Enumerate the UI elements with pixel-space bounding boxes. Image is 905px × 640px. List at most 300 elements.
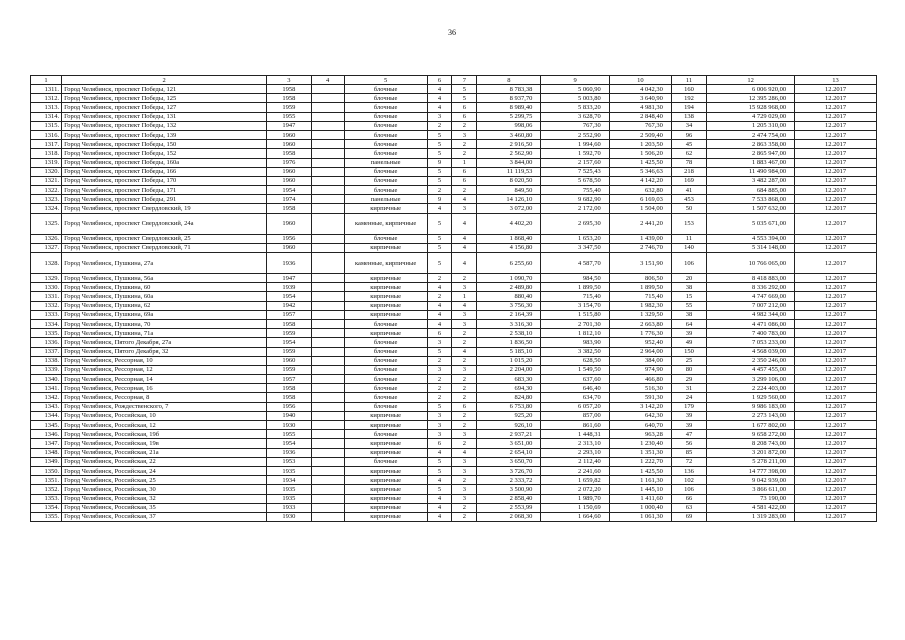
privatized-area-cell: 2 746,70	[609, 243, 671, 252]
table-row	[31, 204, 877, 213]
repair-date-cell: 12.2017	[795, 112, 877, 121]
residential-area-cell: 3 154,70	[541, 301, 609, 310]
wall-material-cell: панельные	[344, 158, 427, 167]
repair-cost-cell: 3 866 611,00	[707, 485, 795, 494]
privatized-area-cell: 974,90	[609, 365, 671, 374]
wall-material-cell: блочные	[344, 347, 427, 356]
privatized-area-cell: 5 346,63	[609, 167, 671, 176]
column-number-cell: 9	[541, 76, 609, 85]
entrances-cell: 2	[452, 375, 477, 384]
row-number-cell: 1331.	[31, 292, 62, 301]
year-built-cell: 1960	[267, 130, 312, 139]
wall-material-cell: блочные	[344, 167, 427, 176]
repair-cost-cell: 7 533 868,00	[707, 195, 795, 204]
table-row	[31, 319, 877, 328]
entrances-cell: 3	[452, 130, 477, 139]
wall-material-cell: блочные	[344, 234, 427, 243]
year-built-cell: 1947	[267, 121, 312, 130]
privatized-area-cell: 2 663,80	[609, 319, 671, 328]
year-built-cell: 1958	[267, 319, 312, 328]
col-4-cell	[311, 130, 344, 139]
row-number-cell: 1323.	[31, 195, 62, 204]
residents-cell: 55	[671, 301, 706, 310]
col-4-cell	[311, 365, 344, 374]
table-row	[31, 301, 877, 310]
table-row	[31, 430, 877, 439]
privatized-area-cell: 1 230,40	[609, 439, 671, 448]
year-built-cell: 1933	[267, 503, 312, 512]
row-number-cell: 1328.	[31, 253, 62, 274]
table-row	[31, 292, 877, 301]
residents-cell: 218	[671, 167, 706, 176]
year-built-cell: 1960	[267, 356, 312, 365]
address-cell: Город Челябинск, Российская, 21а	[62, 448, 267, 457]
address-cell: Город Челябинск, проспект Победы, 160а	[62, 158, 267, 167]
repair-cost-cell: 4 457 455,00	[707, 365, 795, 374]
entrances-cell: 3	[452, 365, 477, 374]
residential-area-cell: 5 003,80	[541, 94, 609, 103]
residential-area-cell: 1 653,20	[541, 234, 609, 243]
residents-cell: 45	[671, 140, 706, 149]
col-4-cell	[311, 213, 344, 234]
total-area-cell: 2 164,39	[477, 310, 541, 319]
repair-date-cell: 12.2017	[795, 292, 877, 301]
row-number-cell: 1345.	[31, 421, 62, 430]
residential-area-cell: 1 448,31	[541, 430, 609, 439]
table-row	[31, 393, 877, 402]
wall-material-cell: кирпичные	[344, 448, 427, 457]
floors-cell: 5	[427, 466, 452, 475]
row-number-cell: 1349.	[31, 457, 62, 466]
repair-date-cell: 12.2017	[795, 365, 877, 374]
total-area-cell: 683,30	[477, 375, 541, 384]
repair-date-cell: 12.2017	[795, 439, 877, 448]
repair-date-cell: 12.2017	[795, 195, 877, 204]
residential-area-cell: 861,60	[541, 421, 609, 430]
residential-area-cell: 857,00	[541, 411, 609, 420]
floors-cell: 6	[427, 439, 452, 448]
residential-area-cell: 2 172,00	[541, 204, 609, 213]
floors-cell: 3	[427, 365, 452, 374]
year-built-cell: 1960	[267, 243, 312, 252]
row-number-cell: 1320.	[31, 167, 62, 176]
address-cell: Город Челябинск, Пушкина, 27а	[62, 253, 267, 274]
privatized-area-cell: 2 509,40	[609, 130, 671, 139]
repair-cost-cell: 1 929 560,00	[707, 393, 795, 402]
floors-cell: 6	[427, 329, 452, 338]
residential-area-cell: 2 157,60	[541, 158, 609, 167]
column-number-cell: 12	[707, 76, 795, 85]
total-area-cell: 3 316,30	[477, 319, 541, 328]
address-cell: Город Челябинск, Пушкина, 69а	[62, 310, 267, 319]
year-built-cell: 1935	[267, 466, 312, 475]
residents-cell: 192	[671, 94, 706, 103]
wall-material-cell: блочные	[344, 85, 427, 94]
residential-area-cell: 1 664,60	[541, 512, 609, 521]
repair-cost-cell: 4 471 086,00	[707, 319, 795, 328]
entrances-cell: 6	[452, 167, 477, 176]
entrances-cell: 6	[452, 176, 477, 185]
privatized-area-cell: 1 351,30	[609, 448, 671, 457]
wall-material-cell: кирпичные	[344, 243, 427, 252]
row-number-cell: 1337.	[31, 347, 62, 356]
privatized-area-cell: 963,28	[609, 430, 671, 439]
repair-cost-cell: 3 482 287,00	[707, 176, 795, 185]
address-cell: Город Челябинск, Российская, 22	[62, 457, 267, 466]
total-area-cell: 2 489,80	[477, 283, 541, 292]
wall-material-cell: каменные, кирпичные	[344, 213, 427, 234]
residents-cell: 194	[671, 103, 706, 112]
column-number-cell: 2	[62, 76, 267, 85]
entrances-cell: 1	[452, 158, 477, 167]
repair-date-cell: 12.2017	[795, 149, 877, 158]
entrances-cell: 2	[452, 512, 477, 521]
residents-cell: 38	[671, 283, 706, 292]
residents-cell: 39	[671, 411, 706, 420]
repair-date-cell: 12.2017	[795, 384, 877, 393]
residential-area-cell: 1 549,50	[541, 365, 609, 374]
col-4-cell	[311, 402, 344, 411]
col-4-cell	[311, 476, 344, 485]
residents-cell: 102	[671, 476, 706, 485]
total-area-cell: 8 783,38	[477, 85, 541, 94]
year-built-cell: 1960	[267, 140, 312, 149]
repair-date-cell: 12.2017	[795, 103, 877, 112]
column-number-cell: 5	[344, 76, 427, 85]
repair-cost-cell: 5 314 148,00	[707, 243, 795, 252]
total-area-cell: 3 650,70	[477, 457, 541, 466]
floors-cell: 4	[427, 103, 452, 112]
col-4-cell	[311, 347, 344, 356]
floors-cell: 4	[427, 494, 452, 503]
residents-cell: 50	[671, 204, 706, 213]
year-built-cell: 1954	[267, 292, 312, 301]
repair-date-cell: 12.2017	[795, 503, 877, 512]
residential-area-cell: 6 057,20	[541, 402, 609, 411]
col-4-cell	[311, 512, 344, 521]
repair-cost-cell: 8 336 292,00	[707, 283, 795, 292]
privatized-area-cell: 1 203,50	[609, 140, 671, 149]
table-row	[31, 167, 877, 176]
residents-cell: 62	[671, 149, 706, 158]
privatized-area-cell: 384,00	[609, 356, 671, 365]
row-number-cell: 1341.	[31, 384, 62, 393]
residential-area-cell: 5 060,90	[541, 85, 609, 94]
col-4-cell	[311, 140, 344, 149]
residential-area-cell: 983,90	[541, 338, 609, 347]
repair-date-cell: 12.2017	[795, 466, 877, 475]
year-built-cell: 1954	[267, 186, 312, 195]
privatized-area-cell: 642,30	[609, 411, 671, 420]
residents-cell: 106	[671, 253, 706, 274]
wall-material-cell: кирпичные	[344, 421, 427, 430]
residential-area-cell: 637,60	[541, 375, 609, 384]
col-4-cell	[311, 274, 344, 283]
entrances-cell: 3	[452, 457, 477, 466]
residents-cell: 80	[671, 365, 706, 374]
residential-area-cell: 3 628,70	[541, 112, 609, 121]
table-row	[31, 112, 877, 121]
address-cell: Город Челябинск, Российская, 19б	[62, 430, 267, 439]
year-built-cell: 1960	[267, 167, 312, 176]
floors-cell: 5	[427, 457, 452, 466]
table-row	[31, 476, 877, 485]
entrances-cell: 1	[452, 292, 477, 301]
residential-area-cell: 1 994,60	[541, 140, 609, 149]
total-area-cell: 1 868,40	[477, 234, 541, 243]
address-cell: Город Челябинск, Российская, 10	[62, 411, 267, 420]
residential-area-cell: 1 899,50	[541, 283, 609, 292]
privatized-area-cell: 767,30	[609, 121, 671, 130]
table-row	[31, 485, 877, 494]
entrances-cell: 5	[452, 94, 477, 103]
repair-date-cell: 12.2017	[795, 393, 877, 402]
privatized-area-cell: 4 142,20	[609, 176, 671, 185]
privatized-area-cell: 1 506,20	[609, 149, 671, 158]
year-built-cell: 1939	[267, 283, 312, 292]
wall-material-cell: блочные	[344, 393, 427, 402]
repair-date-cell: 12.2017	[795, 448, 877, 457]
address-cell: Город Челябинск, проспект Победы, 291	[62, 195, 267, 204]
floors-cell: 5	[427, 485, 452, 494]
entrances-cell: 2	[452, 384, 477, 393]
residents-cell: 39	[671, 329, 706, 338]
floors-cell: 2	[427, 274, 452, 283]
residents-cell: 153	[671, 213, 706, 234]
wall-material-cell: блочные	[344, 365, 427, 374]
repair-date-cell: 12.2017	[795, 283, 877, 292]
privatized-area-cell: 591,30	[609, 393, 671, 402]
col-4-cell	[311, 356, 344, 365]
row-number-cell: 1313.	[31, 103, 62, 112]
address-cell: Город Челябинск, Российская, 12	[62, 421, 267, 430]
floors-cell: 4	[427, 283, 452, 292]
row-number-cell: 1344.	[31, 411, 62, 420]
repair-date-cell: 12.2017	[795, 301, 877, 310]
entrances-cell: 4	[452, 195, 477, 204]
floors-cell: 2	[427, 186, 452, 195]
total-area-cell: 4 402,20	[477, 213, 541, 234]
floors-cell: 5	[427, 213, 452, 234]
address-cell: Город Челябинск, Пятого Декабря, 32	[62, 347, 267, 356]
col-4-cell	[311, 94, 344, 103]
entrances-cell: 2	[452, 393, 477, 402]
repair-cost-cell: 8 208 743,00	[707, 439, 795, 448]
year-built-cell: 1958	[267, 85, 312, 94]
address-cell: Город Челябинск, Российская, 30	[62, 485, 267, 494]
row-number-cell: 1312.	[31, 94, 62, 103]
total-area-cell: 2 916,50	[477, 140, 541, 149]
residents-cell: 41	[671, 186, 706, 195]
col-4-cell	[311, 384, 344, 393]
entrances-cell: 2	[452, 140, 477, 149]
row-number-cell: 1336.	[31, 338, 62, 347]
residential-area-cell: 2 072,20	[541, 485, 609, 494]
repair-cost-cell: 1 677 802,00	[707, 421, 795, 430]
entrances-cell: 2	[452, 421, 477, 430]
residential-area-cell: 2 552,90	[541, 130, 609, 139]
privatized-area-cell: 4 981,30	[609, 103, 671, 112]
repair-cost-cell: 8 418 883,00	[707, 274, 795, 283]
total-area-cell: 2 858,40	[477, 494, 541, 503]
wall-material-cell: блочные	[344, 402, 427, 411]
residents-cell: 140	[671, 243, 706, 252]
repair-date-cell: 12.2017	[795, 356, 877, 365]
entrances-cell: 5	[452, 85, 477, 94]
table-row	[31, 356, 877, 365]
total-area-cell: 4 156,80	[477, 243, 541, 252]
address-cell: Город Челябинск, Пушкина, 60а	[62, 292, 267, 301]
privatized-area-cell: 1 161,30	[609, 476, 671, 485]
year-built-cell: 1936	[267, 253, 312, 274]
repair-cost-cell: 1 205 310,00	[707, 121, 795, 130]
row-number-cell: 1332.	[31, 301, 62, 310]
row-number-cell: 1319.	[31, 158, 62, 167]
total-area-cell: 3 460,80	[477, 130, 541, 139]
residents-cell: 11	[671, 234, 706, 243]
address-cell: Город Челябинск, Российская, 19в	[62, 439, 267, 448]
col-4-cell	[311, 176, 344, 185]
repair-date-cell: 12.2017	[795, 512, 877, 521]
privatized-area-cell: 1 000,40	[609, 503, 671, 512]
year-built-cell: 1954	[267, 439, 312, 448]
address-cell: Город Челябинск, Пушкина, 70	[62, 319, 267, 328]
privatized-area-cell: 3 142,20	[609, 402, 671, 411]
privatized-area-cell: 466,80	[609, 375, 671, 384]
floors-cell: 4	[427, 85, 452, 94]
floors-cell: 5	[427, 234, 452, 243]
year-built-cell: 1960	[267, 176, 312, 185]
residents-cell: 15	[671, 292, 706, 301]
residents-cell: 63	[671, 503, 706, 512]
row-number-cell: 1346.	[31, 430, 62, 439]
col-4-cell	[311, 158, 344, 167]
repair-date-cell: 12.2017	[795, 234, 877, 243]
year-built-cell: 1935	[267, 485, 312, 494]
wall-material-cell: кирпичные	[344, 485, 427, 494]
table-row	[31, 457, 877, 466]
year-built-cell: 1930	[267, 512, 312, 521]
address-cell: Город Челябинск, Рождественского, 7	[62, 402, 267, 411]
total-area-cell: 694,30	[477, 384, 541, 393]
table-row	[31, 503, 877, 512]
row-number-cell: 1324.	[31, 204, 62, 213]
total-area-cell: 3 072,00	[477, 204, 541, 213]
residents-cell: 85	[671, 448, 706, 457]
table-row	[31, 121, 877, 130]
floors-cell: 5	[427, 167, 452, 176]
privatized-area-cell: 1 425,50	[609, 158, 671, 167]
wall-material-cell: кирпичные	[344, 503, 427, 512]
col-4-cell	[311, 411, 344, 420]
column-number-cell: 8	[477, 76, 541, 85]
repair-date-cell: 12.2017	[795, 421, 877, 430]
floors-cell: 2	[427, 375, 452, 384]
residential-area-cell: 984,50	[541, 274, 609, 283]
col-4-cell	[311, 103, 344, 112]
address-cell: Город Челябинск, Российская, 24	[62, 466, 267, 475]
wall-material-cell: кирпичные	[344, 274, 427, 283]
table-row	[31, 176, 877, 185]
col-4-cell	[311, 466, 344, 475]
year-built-cell: 1955	[267, 112, 312, 121]
row-number-cell: 1326.	[31, 234, 62, 243]
table-row	[31, 85, 877, 94]
residents-cell: 66	[671, 494, 706, 503]
row-number-cell: 1353.	[31, 494, 62, 503]
total-area-cell: 6 753,80	[477, 402, 541, 411]
privatized-area-cell: 640,70	[609, 421, 671, 430]
year-built-cell: 1960	[267, 213, 312, 234]
year-built-cell: 1958	[267, 204, 312, 213]
residents-cell: 25	[671, 356, 706, 365]
table-row	[31, 494, 877, 503]
floors-cell: 4	[427, 301, 452, 310]
total-area-cell: 3 756,30	[477, 301, 541, 310]
privatized-area-cell: 1 445,10	[609, 485, 671, 494]
floors-cell: 5	[427, 149, 452, 158]
col-4-cell	[311, 393, 344, 402]
entrances-cell: 2	[452, 274, 477, 283]
privatized-area-cell: 1 982,30	[609, 301, 671, 310]
repair-date-cell: 12.2017	[795, 310, 877, 319]
residential-area-cell: 2 112,40	[541, 457, 609, 466]
repair-date-cell: 12.2017	[795, 130, 877, 139]
total-area-cell: 926,10	[477, 421, 541, 430]
floors-cell: 4	[427, 204, 452, 213]
year-built-cell: 1942	[267, 301, 312, 310]
repair-cost-cell: 73 190,00	[707, 494, 795, 503]
floors-cell: 4	[427, 310, 452, 319]
floors-cell: 5	[427, 176, 452, 185]
repair-cost-cell: 4 568 039,00	[707, 347, 795, 356]
entrances-cell: 2	[452, 476, 477, 485]
year-built-cell: 1936	[267, 448, 312, 457]
year-built-cell: 1958	[267, 149, 312, 158]
wall-material-cell: блочные	[344, 103, 427, 112]
entrances-cell: 4	[452, 301, 477, 310]
address-cell: Город Челябинск, проспект Победы, 131	[62, 112, 267, 121]
year-built-cell: 1930	[267, 421, 312, 430]
wall-material-cell: кирпичные	[344, 292, 427, 301]
repair-date-cell: 12.2017	[795, 243, 877, 252]
year-built-cell: 1958	[267, 384, 312, 393]
floors-cell: 4	[427, 503, 452, 512]
residential-area-cell: 2 293,10	[541, 448, 609, 457]
column-number-row	[31, 76, 877, 85]
col-4-cell	[311, 329, 344, 338]
residents-cell: 453	[671, 195, 706, 204]
entrances-cell: 2	[452, 411, 477, 420]
repair-cost-cell: 4 747 669,00	[707, 292, 795, 301]
table-row	[31, 283, 877, 292]
row-number-cell: 1327.	[31, 243, 62, 252]
year-built-cell: 1958	[267, 393, 312, 402]
col-4-cell	[311, 243, 344, 252]
address-cell: Город Челябинск, Российская, 37	[62, 512, 267, 521]
repair-date-cell: 12.2017	[795, 485, 877, 494]
wall-material-cell: блочные	[344, 94, 427, 103]
wall-material-cell: кирпичные	[344, 439, 427, 448]
table-row	[31, 411, 877, 420]
wall-material-cell: блочные	[344, 338, 427, 347]
table-row	[31, 310, 877, 319]
residents-cell: 29	[671, 375, 706, 384]
privatized-area-cell: 2 441,20	[609, 213, 671, 234]
repair-cost-cell: 1 319 283,00	[707, 512, 795, 521]
year-built-cell: 1957	[267, 375, 312, 384]
entrances-cell: 3	[452, 204, 477, 213]
